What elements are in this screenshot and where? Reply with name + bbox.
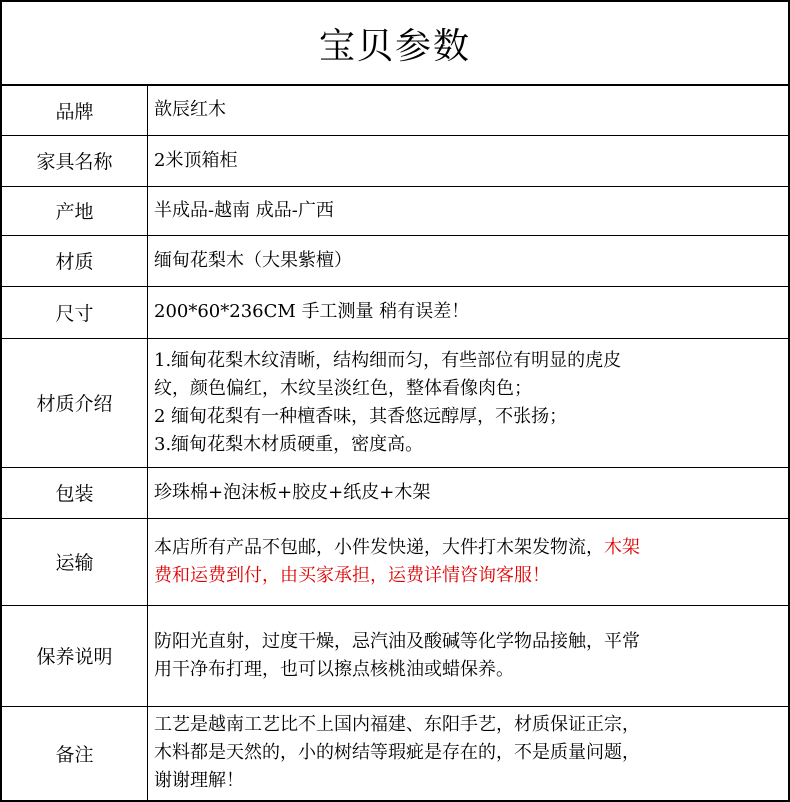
remarks-line: 谢谢理解！ — [154, 770, 244, 792]
size-label: 尺寸 — [2, 286, 148, 338]
shipping-text-black: 本店所有产品不包邮，小件发快递，大件打木架发物流， — [154, 536, 604, 558]
material-intro-value — [148, 338, 789, 467]
brand-label: 品牌 — [2, 86, 148, 135]
material-intro-label: 材质介绍 — [2, 338, 148, 467]
maintenance-line: 用干净布打理，也可以擦点核桃油或蜡保养。 — [154, 658, 514, 680]
maintenance-label: 保养说明 — [2, 605, 148, 706]
origin-label: 产地 — [2, 186, 148, 235]
origin-value: 半成品-越南 成品-广西 — [148, 186, 789, 235]
table-row-material-intro — [2, 338, 788, 467]
material-intro-line: 2 缅甸花梨有一种檀香味，其香悠远醇厚，不张扬； — [154, 405, 568, 427]
table-row-size — [2, 286, 788, 338]
shipping-label: 运输 — [2, 518, 148, 605]
material-label: 材质 — [2, 235, 148, 286]
brand-value: 歆辰红木 — [154, 99, 226, 121]
shipping-text-red: 木架 — [604, 536, 640, 558]
table-row-brand — [2, 86, 788, 135]
table-row-shipping — [2, 518, 788, 605]
packaging-label: 包装 — [2, 467, 148, 518]
size-value: 200*60*236CM 手工测量 稍有误差！ — [148, 286, 789, 338]
furniture-name-label: 家具名称 — [2, 135, 148, 186]
shipping-line-1 — [154, 534, 782, 562]
params-table — [2, 86, 788, 800]
maintenance-value — [148, 605, 789, 706]
shipping-value — [148, 518, 789, 605]
table-row-origin — [2, 186, 788, 235]
material-intro-line: 1.缅甸花梨木纹清晰，结构细而匀，有些部位有明显的虎皮 — [154, 349, 622, 371]
furniture-name-value: 2米顶箱柜 — [148, 135, 789, 186]
remarks-label: 备注 — [2, 706, 148, 800]
packaging-value: 珍珠棉+泡沫板+胶皮+纸皮+木架 — [148, 467, 789, 518]
material-value: 缅甸花梨木（大果紫檀） — [148, 235, 789, 286]
maintenance-line: 防阳光直射，过度干燥，忌汽油及酸碱等化学物品接触，平常 — [154, 630, 640, 652]
material-intro-line: 3.缅甸花梨木材质硬重，密度高。 — [154, 433, 424, 455]
remarks-line: 木料都是天然的，小的树结等瑕疵是存在的，不是质量问题， — [154, 742, 640, 764]
remarks-line: 工艺是越南工艺比不上国内福建、东阳手艺，材质保证正宗， — [154, 714, 640, 736]
shipping-line-2: 费和运费到付，由买家承担，运费详情咨询客服！ — [154, 564, 550, 586]
material-intro-line: 纹，颜色偏红，木纹呈淡红色，整体看像肉色； — [154, 377, 532, 399]
table-row-material — [2, 235, 788, 286]
table-row-maintenance — [2, 605, 788, 706]
table-row-remarks — [2, 706, 788, 800]
table-row-furniture-name — [2, 135, 788, 186]
table-row-packaging — [2, 467, 788, 518]
page-title: 宝贝参数 — [2, 2, 788, 86]
remarks-value — [148, 706, 789, 800]
